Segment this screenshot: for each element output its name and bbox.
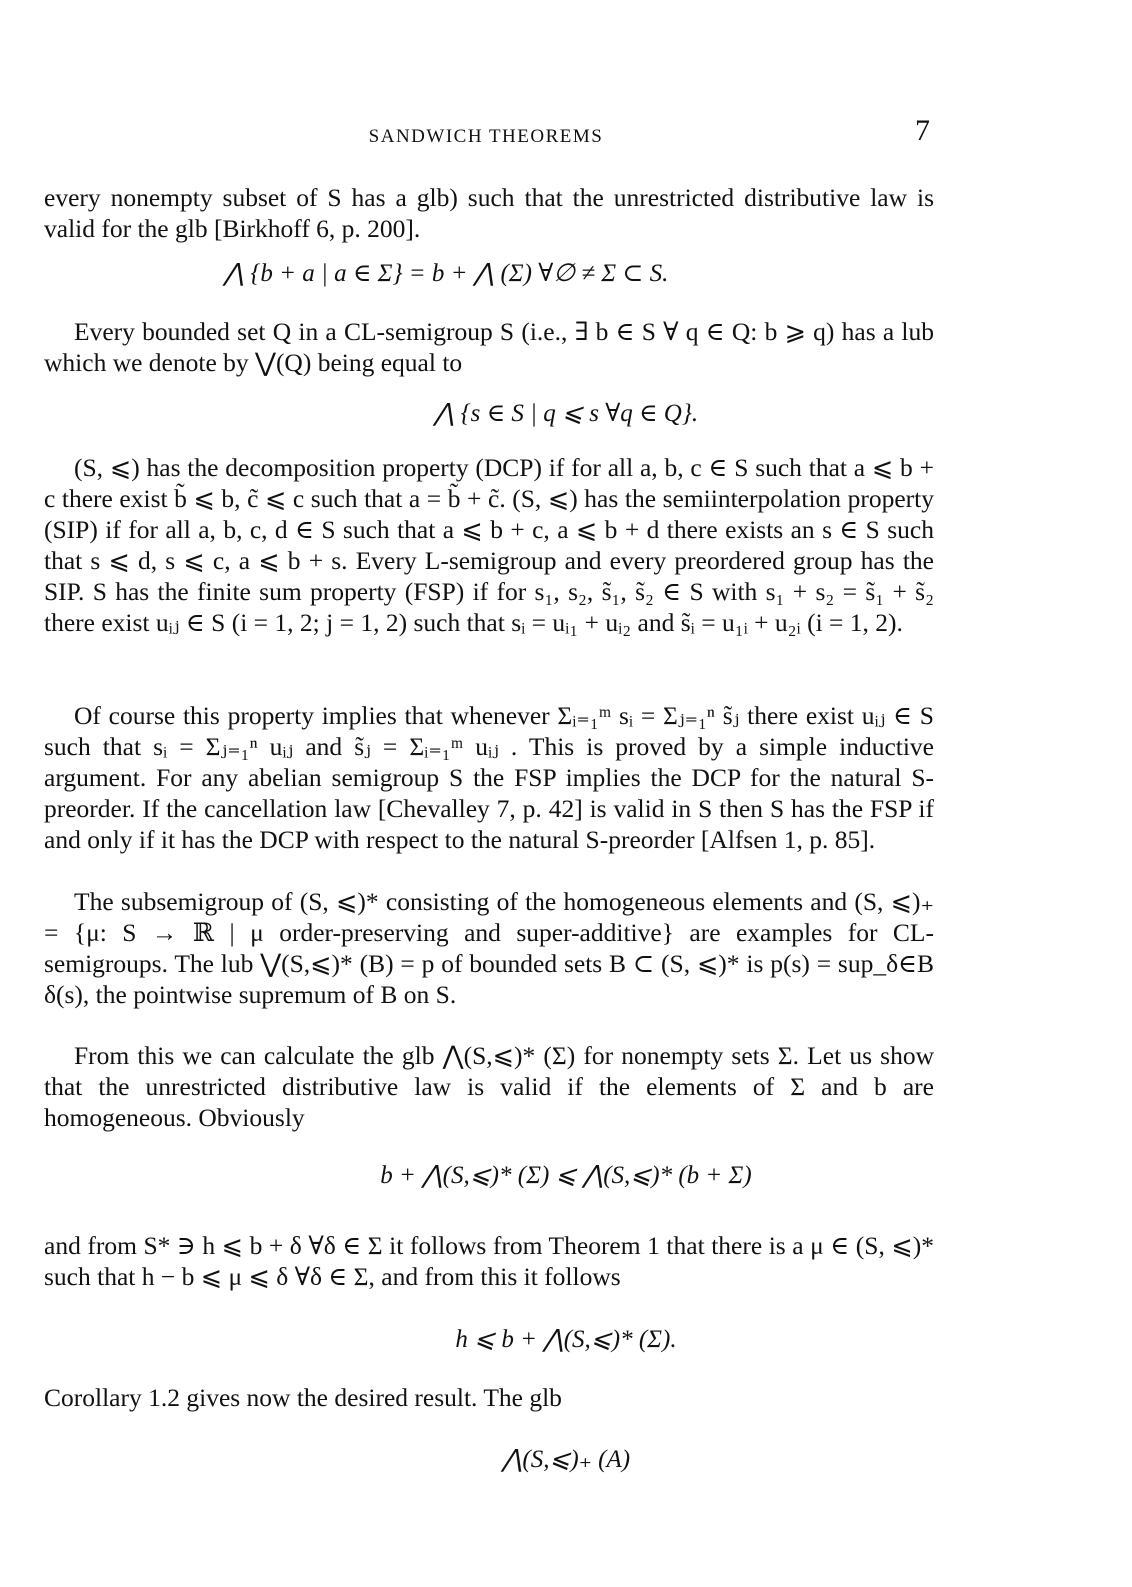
paragraph-text: Of course this property implies that whenever Σᵢ₌₁ᵐ sᵢ = Σⱼ₌₁ⁿ s̃ⱼ there exist uᵢⱼ ∈ S such that sᵢ = Σⱼ₌₁ⁿ uᵢⱼ and s̃ⱼ = Σᵢ₌₁ᵐ uᵢⱼ . This is proved by a simple inductive argument. For any abelian semigroup S the FSP implies the DCP for the natural S-preorder. If the cancellation law [Chevalley 7, p. 42] is valid in S then S has the FSP if and only if it has the DCP with respect to the natural S-preorder [Alfsen 1, p. 85]. — [44, 701, 934, 854]
paragraph-7 — [44, 1230, 934, 1292]
paragraph-3 — [44, 452, 934, 638]
paragraph-text: The subsemigroup of (S, ⩽)* consisting of the homogeneous elements and (S, ⩽)₊ = {μ: S → ℝ | μ order-preserving and super-additive} are examples for CL-semigroups. The lub ⋁(S,⩽)* (B) = p of bounded sets B ⊂ (S, ⩽)* is p(s) = sup_δ∈B δ(s), the pointwise supremum of B on S. — [44, 887, 934, 1009]
equation-inequality: b + ⋀(S,⩽)* (Σ) ⩽ ⋀(S,⩽)* (b + Σ) — [380, 1162, 752, 1189]
paragraph-8 — [44, 1382, 934, 1413]
equation-glb-A: ⋀(S,⩽)₊ (A) — [501, 1446, 631, 1473]
paragraph-text: and from S* ∋ h ⩽ b + δ ∀δ ∈ Σ it follows from Theorem 1 that there is a μ ∈ (S, ⩽)* such that h − b ⩽ μ ⩽ δ ∀δ ∈ Σ, and from this it follows — [44, 1231, 934, 1291]
paragraph-text: From this we can calculate the glb ⋀(S,⩽)* (Σ) for nonempty sets Σ. Let us show that the unrestricted distributive law is valid if the elements of Σ and b are homogeneous. Obviously — [44, 1041, 934, 1132]
paragraph-text: (S, ⩽) has the decomposition property (DCP) if for all a, b, c ∈ S such that a ⩽ b + c there exist b̃ ⩽ b, c̃ ⩽ c such that a = b̃ + c̃. (S, ⩽) has the semiinterpolation property (SIP) if for all a, b, c, d ∈ S such that a ⩽ b + c, a ⩽ b + d there exists an s ∈ S such that s ⩽ d, s ⩽ c, a ⩽ b + s. Every L-semigroup and every preordered group has the SIP. S has the finite sum property (FSP) if for s₁, s₂, s̃₁, s̃₂ ∈ S with s₁ + s₂ = s̃₁ + s̃₂ there exist uᵢⱼ ∈ S (i = 1, 2; j = 1, 2) such that sᵢ = uᵢ₁ + uᵢ₂ and s̃ᵢ = u₁ᵢ + u₂ᵢ (i = 1, 2). — [44, 453, 934, 637]
paragraph-text: Every bounded set Q in a CL-semigroup S (i.e., ∃ b ∈ S ∀ q ∈ Q: b ⩾ q) has a lub which we denote by ⋁(Q) being equal to — [44, 317, 934, 377]
paragraph-1 — [44, 182, 934, 244]
paragraph-text: Corollary 1.2 gives now the desired result. The glb — [44, 1383, 562, 1412]
paragraph-4 — [44, 700, 934, 855]
equation-lub: ⋀ {s ∈ S | q ⩽ s ∀q ∈ Q}. — [433, 400, 699, 427]
equation-distributive-law: ⋀ {b + a | a ∈ Σ} = b + ⋀ (Σ) ∀∅ ≠ Σ ⊂ S. — [223, 260, 669, 287]
paragraph-text: every nonempty subset of S has a glb) such that the unrestricted distributive law is valid for the glb [Birkhoff 6, p. 200]. — [44, 183, 934, 243]
paragraph-6 — [44, 1040, 934, 1133]
running-title: SANDWICH THEOREMS — [368, 126, 604, 147]
page-number: 7 — [915, 114, 930, 147]
equation-h-bound: h ⩽ b + ⋀(S,⩽)* (Σ). — [455, 1326, 677, 1353]
paragraph-5 — [44, 886, 934, 1010]
paragraph-2 — [44, 316, 934, 378]
